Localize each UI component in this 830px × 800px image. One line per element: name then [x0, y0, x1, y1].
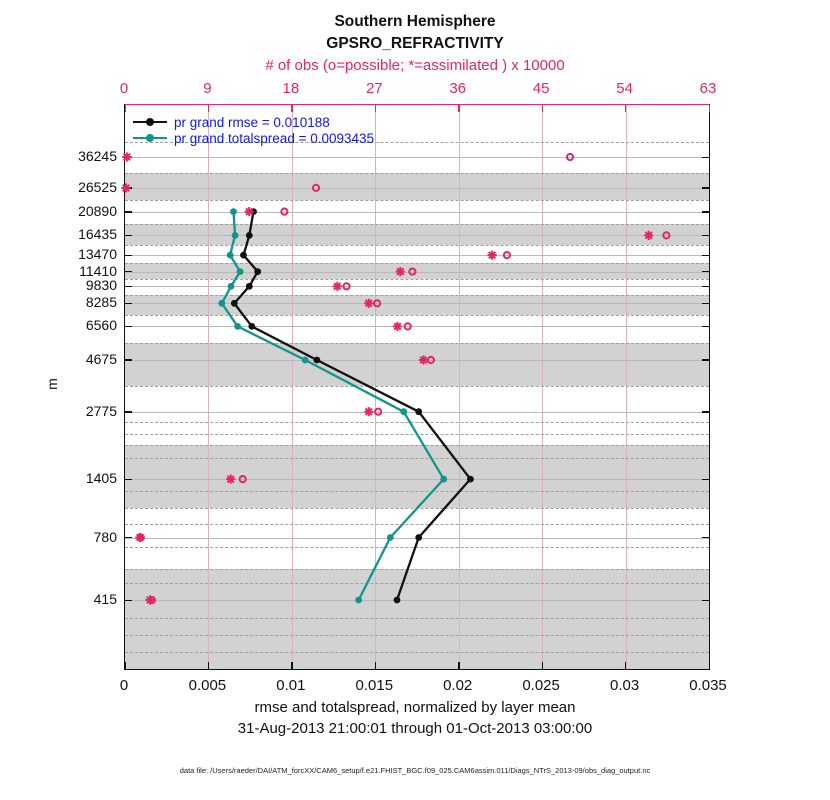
totalspread-point-marker	[234, 323, 241, 330]
possible-obs-marker	[375, 409, 381, 415]
x-tick-label: 0.015	[355, 677, 394, 694]
assimilated-obs-marker	[488, 251, 497, 260]
assimilated-obs-marker	[121, 183, 130, 192]
y-tick-label: 780	[93, 528, 117, 545]
page-title: Southern Hemisphere	[334, 13, 496, 30]
possible-obs-marker	[405, 323, 411, 329]
y-tick-label: 8285	[85, 294, 117, 311]
top-tick-label: 9	[203, 80, 212, 97]
assimilated-obs-marker	[396, 267, 405, 276]
page-subtitle: GPSRO_REFRACTIVITY	[326, 35, 504, 52]
totalspread-point-marker	[230, 208, 237, 215]
rmse-point-marker	[415, 408, 422, 415]
x-tick-label: 0.03	[609, 677, 640, 694]
x-axis-label: rmse and totalspread, normalized by layer mean	[254, 699, 576, 716]
x-tick-label: 0.01	[276, 677, 306, 694]
totalspread-point-marker	[237, 268, 244, 275]
possible-obs-marker	[663, 232, 669, 238]
possible-obs-marker	[504, 252, 510, 258]
rmse-point-marker	[231, 300, 238, 307]
assimilated-obs-marker	[122, 152, 131, 161]
assimilated-obs-marker	[226, 475, 235, 484]
legend-label-rmse: pr grand rmse = 0.010188	[174, 114, 330, 130]
possible-obs-marker	[428, 357, 434, 363]
assimilated-obs-marker	[393, 322, 402, 331]
y-tick-label: 6560	[85, 317, 117, 334]
rmse-point-marker	[246, 283, 253, 290]
top-tick-label: 45	[532, 80, 550, 97]
rmse-point-marker	[246, 232, 253, 239]
totalspread-point-marker	[218, 300, 225, 307]
legend-row-rmse	[133, 114, 374, 130]
possible-obs-marker	[409, 269, 415, 275]
rmse-line	[234, 212, 470, 600]
curves-layer	[125, 105, 709, 669]
x-axis-date-range: 31-Aug-2013 21:00:01 through 01-Oct-2013 03:00:00	[237, 720, 593, 737]
assimilated-obs-marker	[644, 231, 653, 240]
possible-obs-marker	[313, 185, 319, 191]
rmse-point-marker	[467, 476, 474, 483]
totalspread-point-marker	[232, 232, 239, 239]
y-tick-label: 36245	[78, 148, 117, 164]
assimilated-obs-marker	[245, 207, 254, 216]
data-file-path: data file: /Users/raeder/DAI/ATM_forcXX/CAM6_setup/f.e21.FHIST_BGC.f09_025.CAM6assim.011/Diags_NTrS_2013-09/obs_diag_output.nc	[179, 766, 651, 775]
x-tick-label: 0.005	[188, 677, 227, 694]
assimilated-obs-marker	[364, 407, 373, 416]
rmse-point-marker	[254, 268, 261, 275]
y-tick-label: 1405	[85, 470, 117, 487]
possible-obs-marker	[281, 209, 287, 215]
totalspread-point-marker	[302, 357, 309, 364]
y-tick-label: 2775	[85, 402, 117, 419]
rmse-point-marker	[415, 534, 422, 541]
top-tick-label: 18	[282, 80, 300, 97]
x-tick-label: 0.02	[443, 677, 473, 694]
assimilated-obs-marker	[135, 533, 144, 542]
possible-obs-marker	[343, 283, 349, 289]
y-tick-label: 20890	[78, 202, 117, 219]
top-tick-label: 63	[699, 80, 717, 97]
y-axis-label: m	[43, 378, 60, 390]
rmse-line-swatch	[133, 114, 167, 130]
top-axis-title: # of obs (o=possible; *=assimilated ) x 10000	[265, 57, 565, 74]
top-tick-label: 54	[616, 80, 633, 97]
y-tick-label: 415	[93, 591, 117, 607]
rmse-point-marker	[394, 597, 401, 604]
y-tick-label: 26525	[78, 178, 117, 195]
totalspread-line-swatch	[133, 130, 167, 146]
possible-obs-marker	[240, 476, 246, 482]
y-tick-label: 4675	[85, 351, 117, 367]
assimilated-obs-marker	[333, 282, 342, 291]
possible-obs-marker	[567, 154, 573, 160]
x-tick-label: 0.025	[522, 677, 560, 694]
legend	[133, 114, 374, 146]
y-tick-label: 13470	[78, 246, 117, 263]
x-tick-label: 0	[119, 677, 129, 694]
rmse-point-marker	[314, 357, 321, 364]
legend-label-totalspread: pr grand totalspread = 0.0093435	[174, 130, 375, 146]
assimilated-obs-marker	[145, 595, 154, 604]
possible-obs-marker	[374, 300, 380, 306]
top-tick-label: 0	[119, 80, 129, 97]
rmse-point-marker	[240, 252, 247, 259]
x-tick-label: 0.035	[689, 677, 727, 694]
assimilated-obs-marker	[419, 355, 428, 364]
y-tick-label: 11410	[79, 262, 117, 279]
top-tick-label: 36	[449, 80, 467, 97]
rmse-point-marker	[248, 323, 255, 330]
totalspread-point-marker	[228, 283, 235, 290]
totalspread-point-marker	[355, 597, 362, 604]
totalspread-point-marker	[400, 408, 407, 415]
totalspread-point-marker	[387, 534, 394, 541]
legend-row-totalspread	[133, 130, 374, 146]
totalspread-point-marker	[440, 476, 447, 483]
plot-area	[124, 104, 710, 670]
totalspread-point-marker	[227, 252, 234, 259]
y-tick-label: 16435	[78, 226, 117, 243]
top-tick-label: 27	[365, 80, 383, 97]
assimilated-obs-marker	[364, 299, 373, 308]
y-tick-label: 9830	[85, 277, 117, 294]
